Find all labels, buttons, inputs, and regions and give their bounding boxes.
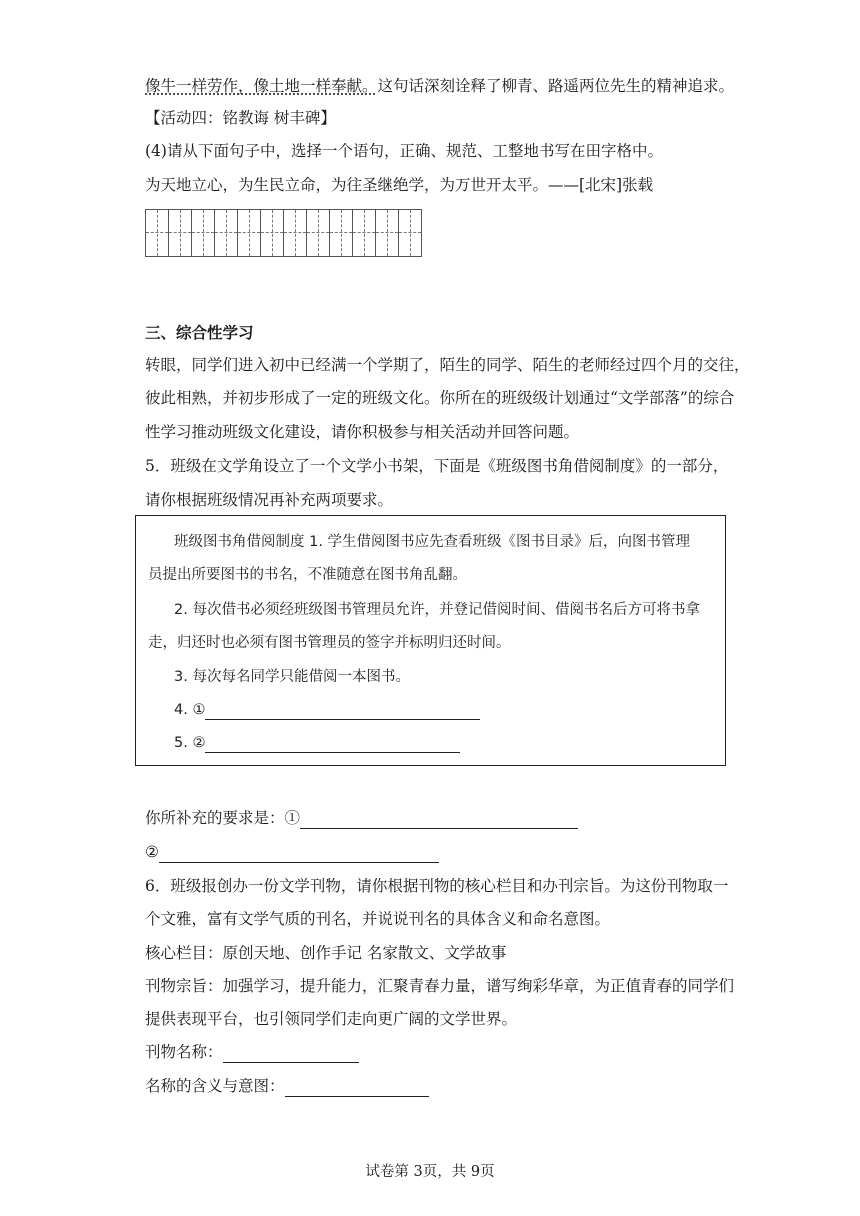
intro-underlined-text: 像牛一样劳作，像土地一样奉献。 <box>145 77 378 95</box>
journal-name-blank[interactable] <box>223 1062 359 1063</box>
intro-line <box>145 75 734 97</box>
grid-cell[interactable] <box>238 210 261 256</box>
rule-line: 3. 每次每名同学只能借阅一本图书。 <box>174 669 410 685</box>
answer-blank[interactable] <box>300 828 578 829</box>
grid-cell[interactable] <box>169 210 192 256</box>
section-para-line: 性学习推动班级文化建设，请你积极参与相关活动并回答问题。 <box>145 423 580 441</box>
rule-blank-1[interactable] <box>174 700 480 720</box>
page-footer: 试卷第 3页，共 9页 <box>365 1164 495 1180</box>
rule-line: 班级图书角借阅制度 1. 学生借阅图书应先查看班级《图书目录》后，向图书管理 <box>174 534 691 550</box>
rule-blank-label: 4. ① <box>174 702 206 718</box>
rule-blank-line[interactable] <box>205 719 480 720</box>
question-5-line: 5．班级在文学角设立了一个文学小书架，下面是《班级图书角借阅制度》的一部分， <box>145 457 729 475</box>
grid-cell[interactable] <box>353 210 376 256</box>
question-5-line: 请你根据班级情况再补充两项要求。 <box>145 491 394 509</box>
quote-line: 为天地立心，为生民立命，为往圣继绝学，为万世开太平。——[北宋]张载 <box>145 176 654 194</box>
section-heading: 三、综合性学习 <box>145 323 254 342</box>
grid-cell[interactable] <box>284 210 307 256</box>
rule-line: 员提出所要图书的书名，不准随意在图书角乱翻。 <box>148 567 467 583</box>
grid-cell[interactable] <box>307 210 330 256</box>
answer-line-2[interactable] <box>145 841 439 863</box>
grid-cell[interactable] <box>261 210 284 256</box>
grid-cell[interactable] <box>399 210 421 256</box>
question-6-line: 核心栏目：原创天地、创作手记 名家散文、文学故事 <box>145 944 507 962</box>
journal-name-label: 刊物名称： <box>145 1043 223 1061</box>
activity-title: 【活动四：铭教诲 树丰碑】 <box>145 109 336 127</box>
intro-rest-text: 这句话深刻诠释了柳青、路遥两位先生的精神追求。 <box>377 77 735 95</box>
journal-meaning-label: 名称的含义与意图： <box>145 1077 285 1095</box>
grid-cell[interactable] <box>215 210 238 256</box>
question-6-line: 提供表现平台，也引领同学们走向更广阔的文学世界。 <box>145 1010 518 1028</box>
question-6-line: 刊物宗旨：加强学习，提升能力，汇聚青春力量，谱写绚彩华章，为正值青春的同学们 <box>145 977 735 995</box>
answer-blank[interactable] <box>159 862 439 863</box>
answer-label: 你所补充的要求是：① <box>145 809 301 827</box>
tianzige-grid[interactable] <box>145 209 422 257</box>
question-6-line: 6．班级报创办一份文学刊物，请你根据刊物的核心栏目和办刊宗旨。为这份刊物取一 <box>145 877 729 895</box>
rule-blank-line[interactable] <box>205 752 460 753</box>
journal-name-line[interactable] <box>145 1041 359 1063</box>
section-para-line: 转眼，同学们进入初中已经满一个学期了，陌生的同学、陌生的老师经过四个月的交往， <box>145 356 750 374</box>
question-4: (4)请从下面句子中，选择一个语句，正确、规范、工整地书写在田字格中。 <box>145 142 663 160</box>
answer-label: ② <box>145 843 159 861</box>
journal-meaning-line[interactable] <box>145 1075 429 1097</box>
answer-line-1[interactable] <box>145 807 578 829</box>
grid-cell[interactable] <box>146 210 169 256</box>
journal-meaning-blank[interactable] <box>285 1096 429 1097</box>
rule-blank-2[interactable] <box>174 733 460 753</box>
rule-line: 2. 每次借书必须经班级图书管理员允许，并登记借阅时间、借阅书名后方可将书拿 <box>174 602 700 618</box>
rule-blank-label: 5. ② <box>174 735 206 751</box>
rule-line: 走，归还时也必须有图书管理员的签字并标明归还时间。 <box>148 635 511 651</box>
question-6-line: 个文雅，富有文学气质的刊名，并说说刊名的具体含义和命名意图。 <box>145 910 611 928</box>
grid-cell[interactable] <box>330 210 353 256</box>
grid-cell[interactable] <box>376 210 399 256</box>
grid-cell[interactable] <box>192 210 215 256</box>
section-para-line: 彼此相熟，并初步形成了一定的班级文化。你所在的班级级计划通过“文学部落”的综合 <box>145 389 735 407</box>
rules-box <box>135 515 726 766</box>
